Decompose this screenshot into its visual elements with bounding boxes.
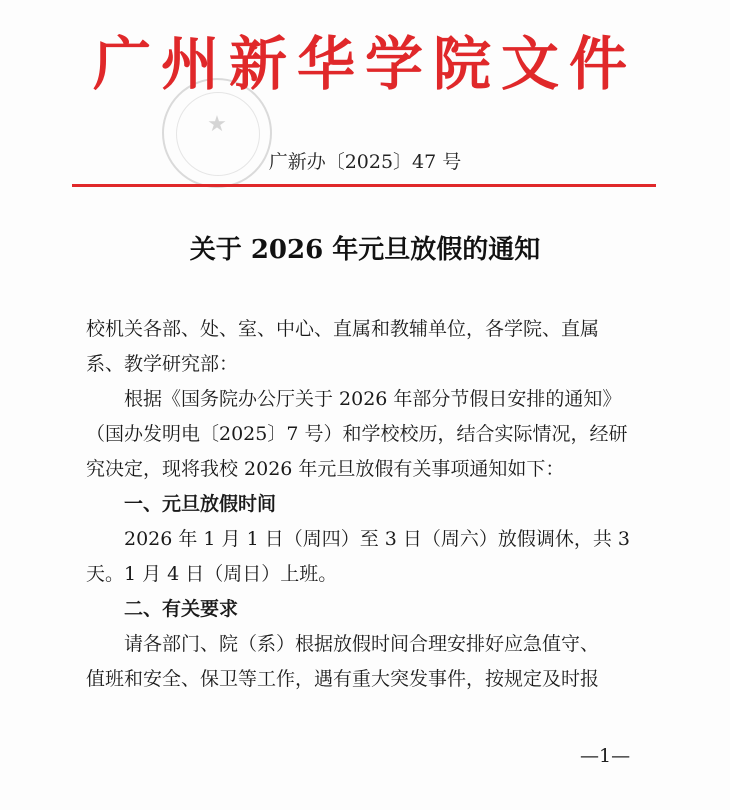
body-line-7: 值班和安全、保卫等工作，遇有重大突发事件，按规定及时报: [86, 668, 600, 690]
body-line-4: 2026 年 1 月 1 日（周四）至 3 日（周六）放假调休，共 3: [124, 528, 631, 550]
body-line-6: 请各部门、院（系）根据放假时间合理安排好应急值守、: [124, 633, 600, 655]
section-heading-holiday-time: 一、元旦放假时间: [124, 493, 277, 515]
org-header-title: 广州新华学院文件: [92, 30, 637, 98]
body-line-2: （国办发明电〔2025〕7 号）和学校校历，结合实际情况，经研: [86, 423, 628, 445]
addressee-line-2: 系、教学研究部：: [86, 353, 239, 375]
document-number: 广新办〔2025〕47 号: [268, 151, 462, 173]
notice-title: 关于 2026 年元旦放假的通知: [189, 235, 541, 265]
body-line-3: 究决定，现将我校 2026 年元旦放假有关事项通知如下：: [86, 458, 565, 480]
page-number: —1—: [580, 745, 631, 767]
body-line-5: 天。1 月 4 日（周日）上班。: [86, 563, 338, 585]
body-line-1: 根据《国务院办公厅关于 2026 年部分节假日安排的通知》: [124, 388, 622, 410]
notice-body: [86, 312, 646, 697]
addressee-line-1: 校机关各部、处、室、中心、直属和教辅单位，各学院、直属: [86, 318, 600, 340]
section-heading-requirements: 二、有关要求: [124, 598, 239, 620]
seal-star-icon: ★: [207, 112, 227, 137]
red-divider-line: [72, 184, 656, 187]
